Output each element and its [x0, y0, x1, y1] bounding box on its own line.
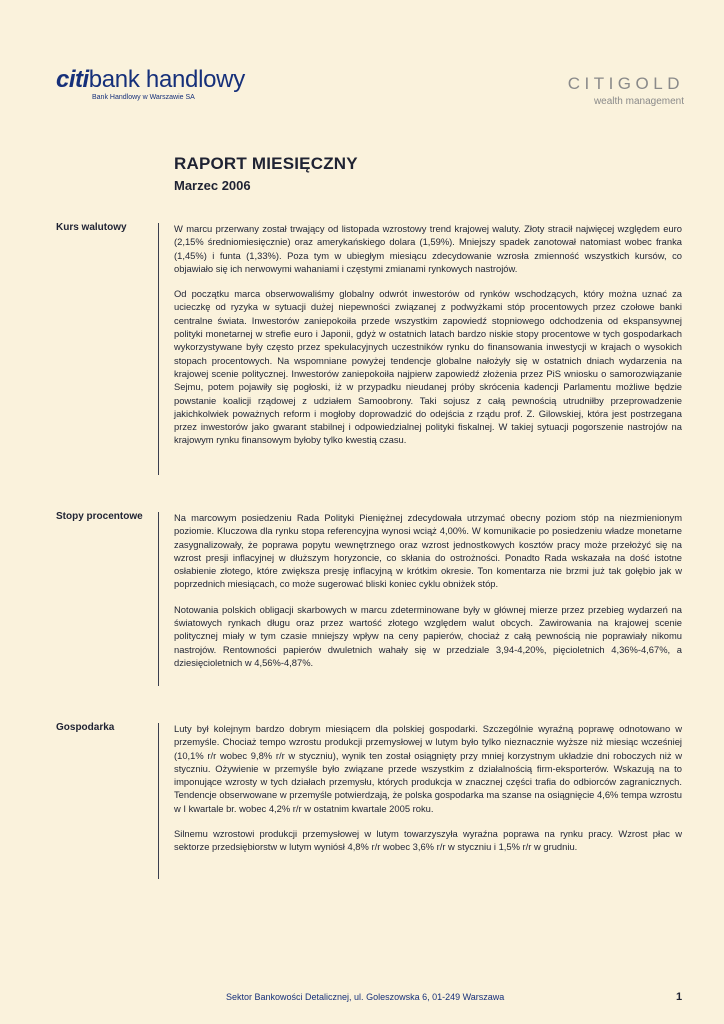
wealth-management-tagline: wealth management	[593, 96, 684, 107]
bank-logo-subtitle: Bank Handlowy w Warszawie SA	[92, 94, 195, 101]
section-divider	[158, 512, 159, 686]
bank-logo	[56, 66, 256, 101]
section-divider	[158, 723, 159, 879]
citigold-logo	[568, 74, 684, 107]
paragraph: Notowania polskich obligacji skarbowych w marcu zdeterminowane były w głównej mierze przez przebieg wydarzeń na światowych rynkach długu oraz przez wartość złotego względem walut obcych. Zawirowania na krajowej scenie politycznej miały w tym czasie mniejszy wpływ na ceny papierów, chociaż z całą pewnością nie poprawiały nikomu nastrojów. Rentowności papierów dwuletnich wahały się w przedziale 3,94-4,20%, pięcioletnich 4,36%-4,67%, a dziesięcioletnich w 4,56%-4,87%.	[174, 603, 682, 668]
paragraph: Luty był kolejnym bardzo dobrym miesiącem dla polskiej gospodarki. Szczególnie wyraźną poprawę odnotowano w przemyśle. Chociaż tempo wzrostu produkcji przemysłowej w lutym było tylko nieznacznie wyższe niż miesiąc wcześniej (10,1% r/r wobec 9,8% r/r w styczniu), wynik ten został osiągnięty przy mniej korzystnym układzie dni roboczych niż w styczniu. Ożywienie w przemyśle było związane przede wszystkim z działalnością firm-eksporterów. Wskazują na to imponujące wzrosty w tych działach przemysłu, których produkcja w znacznej części trafia do odbiorców zagranicznych. Tendencje obserwowane w przemyśle potwierdzają, że polska gospodarka ma szanse na osiągnięcie 4,6% tempa wzrostu w I kwartale br. wobec 4,2% r/r w ostatnim kwartale 2005 roku.	[174, 723, 682, 814]
section-divider	[158, 223, 159, 475]
section-label: Stopy procentowe	[56, 511, 143, 522]
section-body	[174, 222, 682, 459]
section-body	[174, 722, 682, 866]
bank-logo-name: bank handlowy	[88, 66, 245, 93]
citigold-wordmark: CITIGOLD	[567, 74, 684, 93]
paragraph: Od początku marca obserwowaliśmy globalny odwrót inwestorów od rynków wschodzących, który można uznać za ucieczkę od ryzyka w sytuacji dużej niepewności związanej z podwyżkami stóp procentowych przez czołowe banki centralne świata. Inwestorów zaniepokoiła przede wszystkim zapowiedź stopniowego odchodzenia od ekspansywnej polityki monetarnej w strefie euro i Japonii, gdyż w ostatnich latach bardzo niskie stopy procentowe w tych gospodarkach wykorzystywane były często przez spekulacyjnych uczestników rynku do finansowania inwestycji w krajach o wysokich stopach procentowych. Na wspomniane powyżej tendencje globalne nałożyły się w ostatnich dniach wydarzenia na krajowej scenie politycznej. Inwestorów zaniepokoiła najpierw zapowiedź złożenia przez PiS wniosku o samorozwiązanie Sejmu, potem pojawiły się pogłoski, iż w przypadku nieudanej próby skrócenia kadencji Parlamentu możliwe będzie powstanie koalicji rządowej z udziałem Samoobrony. Taki sojusz z całą pewnością utrudniłby przeprowadzenie jakichkolwiek poważnych reform i mogłoby doprowadzić do odejścia z rządu prof. Z. Gilowskiej, która jest postrzegana przez inwestorów jako gwarant stabilnej i odpowiedzialnej polityki fiskalnej. W takiej sytuacji pogorszenie nastrojów na krajowym rynku finansowym byłoby tylko kwestią czasu.	[174, 288, 682, 446]
paragraph: W marcu przerwany został trwający od listopada wzrostowy trend krajowej waluty. Złoty stracił najwięcej względem euro (2,15% średniomiesięcznie) oraz amerykańskiego dolara (1,59%). Mniejszy spadek zanotował natomiast wobec franka (1,45%) i funta (1,33%). Poza tym w ubiegłym miesiącu zdecydowanie wzrosła zmienność wszystkich kursów, co objawiało się ich nerwowymi wahaniami i częstymi zmianami rynkowych nastrojów.	[174, 223, 682, 274]
bank-logo-wordmark	[56, 66, 256, 94]
paragraph: Silnemu wzrostowi produkcji przemysłowej w lutym towarzyszyła wyraźna poprawa na rynku pracy. Wzrost płac w sektorze przedsiębiorstw w lutym wyniósł 4,8% r/r wobec 3,6% r/r w styczniu i 1,5% r/r w grudniu.	[174, 828, 682, 853]
footer-address: Sektor Bankowości Detalicznej, ul. Goleszowska 6, 01-249 Warszawa	[226, 992, 505, 1002]
paragraph: Na marcowym posiedzeniu Rada Polityki Pieniężnej zdecydowała utrzymać obecny poziom stóp na niezmienionym poziomie. Kluczowa dla rynku stopa referencyjna wynosi wciąż 4,00%. W komunikacie po posiedzeniu władze monetarne zasygnalizowały, że poprawa popytu wewnętrznego oraz wzrost jednostkowych kosztów pracy może przełożyć się na wzrost presji inflacyjnej w dłuższym horyzoncie, co skłania do ostrożności. Ponadto Rada wskazała na dość istotne osłabienie złotego, które zwiększa presję inflacyjną w krótkim okresie. Ton komentarza nie brzmi już tak gołębio jak w poprzednich miesiącach, co może sugerować bliski koniec cyklu obniżek stóp.	[174, 512, 682, 590]
report-date: Marzec 2006	[174, 178, 251, 193]
report-title: RAPORT MIESIĘCZNY	[174, 154, 358, 173]
citi-logo-mark: citi	[56, 66, 89, 93]
section-body	[174, 511, 682, 681]
section-label: Kurs walutowy	[56, 222, 127, 233]
section-label: Gospodarka	[56, 722, 115, 733]
page-number: 1	[676, 991, 683, 1003]
